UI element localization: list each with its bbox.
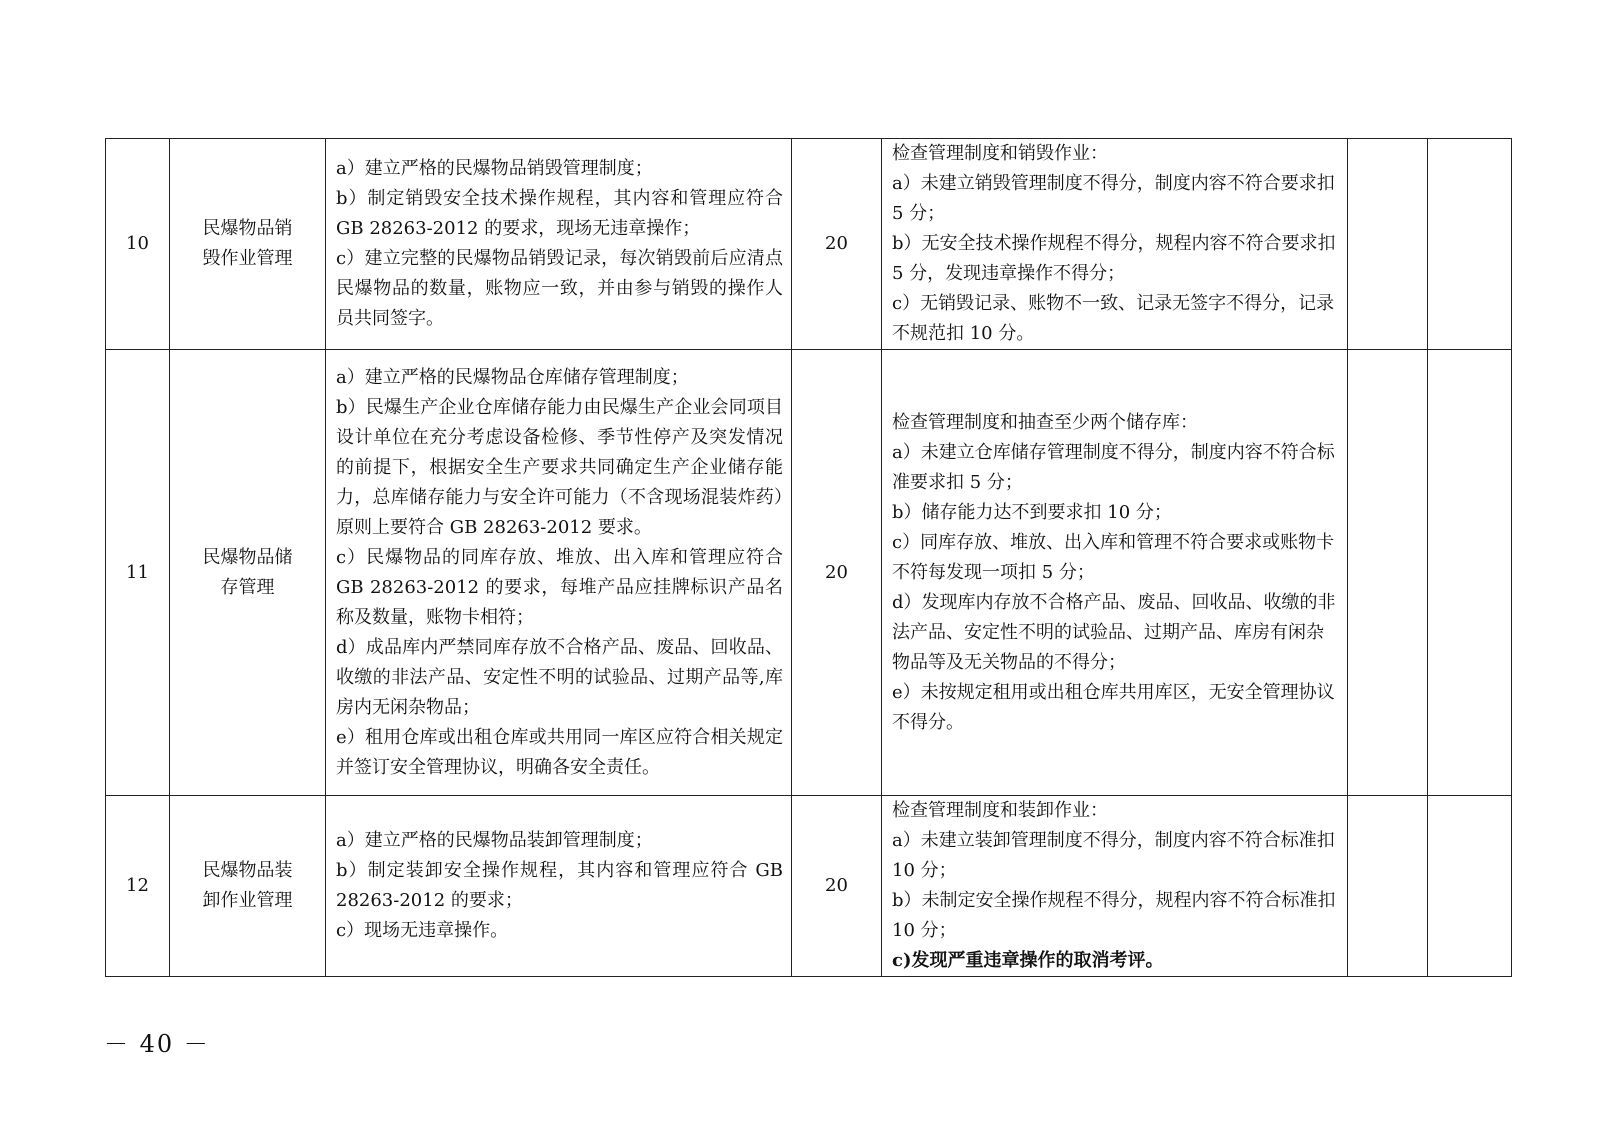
row-number: 11 bbox=[106, 350, 170, 796]
method-line: 检查管理制度和装卸作业： bbox=[892, 800, 1108, 821]
empty-cell bbox=[1348, 350, 1428, 796]
method-line: a）未建立仓库储存管理制度不得分，制度内容不符合标准要求扣 5 分； bbox=[892, 441, 1335, 493]
empty-cell bbox=[1348, 139, 1428, 350]
method-line: a）未建立销毁管理制度不得分，制度内容不符合要求扣 5 分； bbox=[892, 173, 1335, 224]
review-table bbox=[105, 138, 1512, 977]
empty-cell bbox=[1428, 350, 1512, 796]
score-cell: 20 bbox=[792, 139, 882, 350]
review-item: 民爆物品装卸作业管理 bbox=[170, 796, 326, 977]
requirements-cell bbox=[326, 350, 792, 796]
requirement-line: e）租用仓库或出租仓库或共用同一库区应符合相关规定并签订安全管理协议，明确各安全责任。 bbox=[336, 726, 783, 778]
empty-cell bbox=[1428, 796, 1512, 977]
table-row bbox=[106, 350, 1512, 796]
requirements-cell bbox=[326, 796, 792, 977]
method-line: b）无安全技术操作规程不得分，规程内容不符合要求扣 5 分，发现违章操作不得分； bbox=[892, 233, 1336, 284]
requirement-line: b）民爆生产企业仓库储存能力由民爆生产企业会同项目设计单位在充分考虑设备检修、季节性停产及突发情况的前提下，根据安全生产要求共同确定生产企业储存能力，总库储存能力与安全许可能力（不含现场混装炸药）原则上要符合 GB 28263-2012 要求。 bbox=[336, 396, 783, 538]
method-line: b）未制定安全操作规程不得分，规程内容不符合标准扣 10 分； bbox=[892, 890, 1336, 941]
table-row bbox=[106, 796, 1512, 977]
method-line: d）发现库内存放不合格产品、废品、回收品、收缴的非法产品、安定性不明的试验品、过期产品、库房有闲杂物品等及无关物品的不得分； bbox=[892, 591, 1336, 673]
method-cell bbox=[882, 350, 1348, 796]
requirement-line: c）民爆物品的同库存放、堆放、出入库和管理应符合 GB 28263-2012 的要求，每堆产品应挂牌标识产品名称及数量，账物卡相符； bbox=[336, 546, 783, 628]
review-item: 民爆物品销毁作业管理 bbox=[170, 139, 326, 350]
score-cell: 20 bbox=[792, 350, 882, 796]
method-line-bold: c)发现严重违章操作的取消考评。 bbox=[892, 950, 1164, 971]
requirement-line: d）成品库内严禁同库存放不合格产品、废品、回收品、收缴的非法产品、安定性不明的试验品、过期产品等,库房内无闲杂物品； bbox=[336, 636, 783, 718]
review-item: 民爆物品储存管理 bbox=[170, 350, 326, 796]
requirements-cell bbox=[326, 139, 792, 350]
row-number: 10 bbox=[106, 139, 170, 350]
method-line: e）未按规定租用或出租仓库共用库区，无安全管理协议不得分。 bbox=[892, 681, 1335, 733]
requirement-line: a）建立严格的民爆物品仓库储存管理制度； bbox=[336, 366, 689, 388]
method-cell bbox=[882, 796, 1348, 977]
score-cell: 20 bbox=[792, 796, 882, 977]
method-line: 检查管理制度和销毁作业： bbox=[892, 143, 1108, 164]
method-cell bbox=[882, 139, 1348, 350]
method-line: c）同库存放、堆放、出入库和管理不符合要求或账物卡不符每发现一项扣 5 分； bbox=[892, 531, 1335, 583]
method-line: a）未建立装卸管理制度不得分，制度内容不符合标准扣 10 分； bbox=[892, 830, 1335, 881]
method-line: 检查管理制度和抽查至少两个储存库： bbox=[892, 411, 1198, 433]
row-number: 12 bbox=[106, 796, 170, 977]
method-line: c）无销毁记录、账物不一致、记录无签字不得分，记录不规范扣 10 分。 bbox=[892, 293, 1335, 344]
page-number: － 40 － bbox=[104, 1030, 210, 1058]
requirement-line: a）建立严格的民爆物品装卸管理制度； bbox=[336, 830, 653, 851]
requirement-line: c）建立完整的民爆物品销毁记录，每次销毁前后应清点民爆物品的数量，账物应一致，并由参与销毁的操作人员共同签字。 bbox=[336, 248, 783, 329]
empty-cell bbox=[1348, 796, 1428, 977]
method-line: b）储存能力达不到要求扣 10 分； bbox=[892, 501, 1172, 523]
table-row bbox=[106, 139, 1512, 350]
requirement-line: c）现场无违章操作。 bbox=[336, 920, 509, 941]
requirement-line: b）制定销毁安全技术操作规程，其内容和管理应符合 GB 28263-2012 的要求，现场无违章操作； bbox=[336, 188, 783, 239]
empty-cell bbox=[1428, 139, 1512, 350]
requirement-line: a）建立严格的民爆物品销毁管理制度； bbox=[336, 158, 653, 179]
requirement-line: b）制定装卸安全操作规程，其内容和管理应符合 GB 28263-2012 的要求； bbox=[336, 860, 783, 911]
